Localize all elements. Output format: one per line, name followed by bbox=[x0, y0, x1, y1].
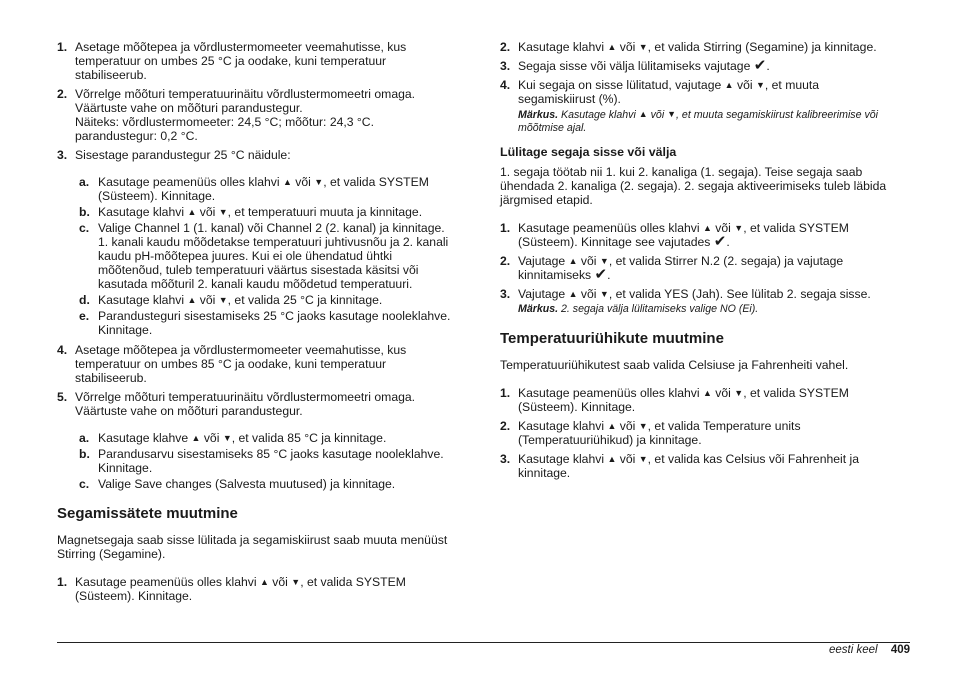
temp-step-1: 1. Kasutage peamenüüs olles klahvi ▲ või ▼, et valida SYSTEM (Süsteem). Kinnitage. bbox=[500, 386, 849, 414]
page-footer bbox=[829, 644, 910, 656]
step-3b: b. Kasutage klahvi ▲ või ▼, et temperatuuri muuta ja kinnitage. bbox=[79, 205, 423, 219]
note-stirrer-off: Märkus. 2. segaja välja lülitamiseks valige NO (Ei). bbox=[518, 303, 759, 315]
step-5: 5. Võrrelge mõõturi temperatuurinäitu võrdlustermomeetri omaga. Väärtuste vahe on mõõturi parandustegur. bbox=[57, 390, 416, 418]
stirring-step-4: 4. Kui segaja on sisse lülitatud, vajutage ▲ või ▼, et muuta segamiskiirust (%). bbox=[500, 78, 820, 106]
temp-step-3: 3. Kasutage klahvi ▲ või ▼, et valida kas Celsius või Fahrenheit ja kinnitage. bbox=[500, 452, 860, 480]
footer-divider bbox=[57, 642, 910, 643]
down-arrow-icon: ▼ bbox=[638, 454, 648, 464]
down-arrow-icon: ▼ bbox=[218, 207, 228, 217]
step-3: 3. Sisestage parandustegur 25 °C näidule: bbox=[57, 148, 291, 162]
step-2: 2. Võrrelge mõõturi temperatuurinäitu võrdlustermomeetri omaga. Väärtuste vahe on mõõturi parandustegur. Näiteks: võrdlustermomeeter: 24,5 °C; mõõtur: 24,3 °C. parandustegur: 0,2 °C. bbox=[57, 87, 416, 143]
note-stirring-speed: Märkus. Kasutage klahvi ▲ või ▼, et muuta segamiskiirust kalibreerimise või mõõtmise ajal. bbox=[518, 109, 878, 134]
stirring-step-2: 2. Kasutage klahvi ▲ või ▼, et valida Stirring (Segamine) ja kinnitage. bbox=[500, 40, 877, 54]
section-title-stirring: Segamissätete muutmine bbox=[57, 505, 238, 522]
checkmark-icon: ✔ bbox=[594, 266, 608, 283]
down-arrow-icon: ▼ bbox=[218, 295, 228, 305]
up-arrow-icon: ▲ bbox=[187, 295, 197, 305]
page-number: 409 bbox=[890, 644, 910, 656]
step-1: 1. Asetage mõõtepea ja võrdlustermomeeter veemahutisse, kus temperatuur on umbes 25 °C ja oodake, kuni temperatuur stabiliseerub. bbox=[57, 40, 407, 82]
down-arrow-icon: ▼ bbox=[314, 177, 324, 187]
up-arrow-icon: ▲ bbox=[568, 289, 578, 299]
stirrer-step-2: 2. Vajutage ▲ või ▼, et valida Stirrer N.2 (2. segaja) ja vajutage kinnitamiseks ✔. bbox=[500, 254, 844, 283]
stirring-step-3: 3. Segaja sisse või välja lülitamiseks vajutage ✔. bbox=[500, 57, 770, 74]
step-5b: b. Parandusarvu sisestamiseks 85 °C jaoks kasutage nooleklahve. Kinnitage. bbox=[79, 447, 444, 475]
up-arrow-icon: ▲ bbox=[191, 433, 201, 443]
down-arrow-icon: ▼ bbox=[755, 80, 765, 90]
down-arrow-icon: ▼ bbox=[638, 42, 648, 52]
subsection-title-stirrer: Lülitage segaja sisse või välja bbox=[500, 145, 677, 159]
checkmark-icon: ✔ bbox=[753, 57, 767, 74]
up-arrow-icon: ▲ bbox=[282, 177, 292, 187]
up-arrow-icon: ▲ bbox=[187, 207, 197, 217]
up-arrow-icon: ▲ bbox=[702, 388, 712, 398]
right-column bbox=[500, 40, 910, 485]
stirrer-step-1: 1. Kasutage peamenüüs olles klahvi ▲ või ▼, et valida SYSTEM (Süsteem). Kinnitage see vajutades ✔. bbox=[500, 221, 849, 250]
up-arrow-icon: ▲ bbox=[607, 421, 617, 431]
subsection-paragraph-stirrer: 1. segaja töötab nii 1. kui 2. kanaliga (1. segaja). Teise segaja saab ühendada 2. kanaliga (2. segaja). 2. segaja aktiveerimiseks tuleb läbida järgmised etapid. bbox=[500, 165, 887, 207]
down-arrow-icon: ▼ bbox=[222, 433, 232, 443]
down-arrow-icon: ▼ bbox=[599, 256, 609, 266]
stirring-step-1: 1. Kasutage peamenüüs olles klahvi ▲ või ▼, et valida SYSTEM (Süsteem). Kinnitage. bbox=[57, 575, 406, 603]
up-arrow-icon: ▲ bbox=[724, 80, 734, 90]
left-column bbox=[57, 40, 469, 608]
section-title-temp-units: Temperatuuriühikute muutmine bbox=[500, 330, 724, 347]
down-arrow-icon: ▼ bbox=[291, 577, 301, 587]
section-paragraph-temp-units: Temperatuuriühikutest saab valida Celsiuse ja Fahrenheiti vahel. bbox=[500, 358, 849, 372]
step-5a: a. Kasutage klahve ▲ või ▼, et valida 85 °C ja kinnitage. bbox=[79, 431, 387, 445]
stirrer-step-3: 3. Vajutage ▲ või ▼, et valida YES (Jah). See lülitab 2. segaja sisse. bbox=[500, 287, 871, 301]
up-arrow-icon: ▲ bbox=[607, 42, 617, 52]
up-arrow-icon: ▲ bbox=[259, 577, 269, 587]
up-arrow-icon: ▲ bbox=[607, 454, 617, 464]
footer-language: eesti keel bbox=[829, 644, 878, 656]
up-arrow-icon: ▲ bbox=[568, 256, 578, 266]
step-5c: c. Valige Save changes (Salvesta muutused) ja kinnitage. bbox=[79, 477, 396, 491]
down-arrow-icon: ▼ bbox=[734, 388, 744, 398]
step-3a: a. Kasutage peamenüüs olles klahvi ▲ või ▼, et valida SYSTEM (Süsteem). Kinnitage. bbox=[79, 175, 429, 203]
section-paragraph-stirring: Magnetsegaja saab sisse lülitada ja segamiskiirust saab muuta menüüst Stirring (Segamine). bbox=[57, 533, 448, 561]
down-arrow-icon: ▼ bbox=[638, 421, 648, 431]
step-3d: d. Kasutage klahvi ▲ või ▼, et valida 25 °C ja kinnitage. bbox=[79, 293, 383, 307]
up-arrow-icon: ▲ bbox=[702, 223, 712, 233]
step-3e: e. Parandusteguri sisestamiseks 25 °C jaoks kasutage nooleklahve. Kinnitage. bbox=[79, 309, 451, 337]
down-arrow-icon: ▼ bbox=[734, 223, 744, 233]
step-4: 4. Asetage mõõtepea ja võrdlustermomeeter veemahutisse, kus temperatuur on umbes 85 °C ja oodake, kuni temperatuur stabiliseerub. bbox=[57, 343, 407, 385]
step-3c: c. Valige Channel 1 (1. kanal) või Channel 2 (2. kanal) ja kinnitage. 1. kanali kaudu mõõdetakse temperatuuri juhtivusnõu ja 2. kanali kaudu pH-mõõtepea juures. Kui ei ole ühendatud ühtki mõõtenõud, tuleb temperatuuri väärtus sisestada käsitsi või kasutada mõõturil 2. kanali kaudu mõõdetud temperatuuri. bbox=[79, 221, 449, 291]
down-arrow-icon: ▼ bbox=[599, 289, 609, 299]
down-arrow-icon: ▼ bbox=[667, 109, 677, 119]
temp-step-2: 2. Kasutage klahvi ▲ või ▼, et valida Temperature units (Temperatuuriühikud) ja kinnitage. bbox=[500, 419, 801, 447]
checkmark-icon: ✔ bbox=[713, 233, 727, 250]
up-arrow-icon: ▲ bbox=[638, 109, 648, 119]
